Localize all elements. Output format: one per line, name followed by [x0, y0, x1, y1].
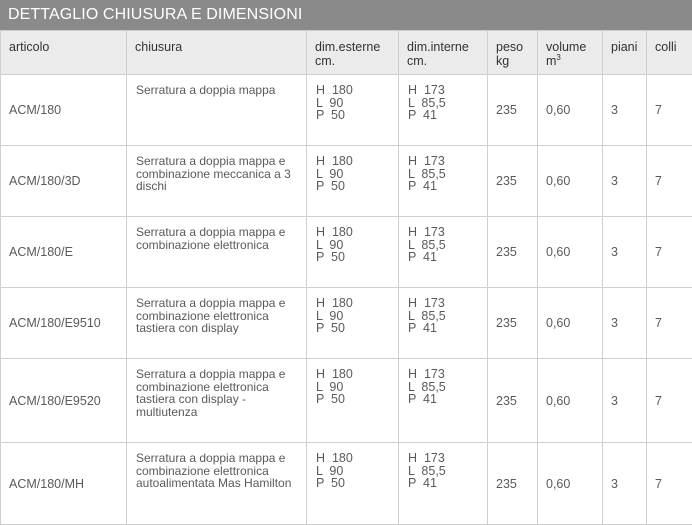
dim-interne-p: P 41 [408, 393, 483, 406]
dim-interne-p: P 41 [408, 477, 483, 490]
cell-volume: 0,60 [538, 75, 603, 146]
cell-articolo: ACM/180/E9510 [1, 288, 127, 359]
cell-volume: 0,60 [538, 288, 603, 359]
dim-interne-p: P 41 [408, 322, 483, 335]
cell-colli: 7 [647, 146, 692, 217]
header-colli-label: colli [655, 40, 677, 54]
cell-chiusura: Serratura a doppia mappa e combinazione meccanica a 3 dischi [127, 146, 307, 217]
cell-chiusura: Serratura a doppia mappa e combinazione elettronica tastiera con display - multiutenza [127, 359, 307, 443]
table-row [1, 288, 692, 359]
dim-interne-h: H 173 [408, 452, 483, 465]
cell-dim-esterne [307, 217, 399, 288]
header-dim-esterne [307, 31, 399, 75]
cell-chiusura: Serratura a doppia mappa e combinazione elettronica [127, 217, 307, 288]
dim-interne-l: L 85,5 [408, 381, 483, 394]
dim-esterne-h: H 180 [316, 452, 394, 465]
dim-esterne-p: P 50 [316, 393, 394, 406]
header-row [1, 31, 692, 75]
cell-chiusura: Serratura a doppia mappa e combinazione elettronica tastiera con display [127, 288, 307, 359]
table-row [1, 75, 692, 146]
dim-esterne-h: H 180 [316, 226, 394, 239]
dim-interne-h: H 173 [408, 368, 483, 381]
header-articolo-label: articolo [9, 40, 49, 54]
cell-piani: 3 [603, 217, 647, 288]
header-chiusura [127, 31, 307, 75]
cell-peso: 235 [488, 146, 538, 217]
cell-chiusura: Serratura a doppia mappa e combinazione elettronica autoalimentata Mas Hamilton [127, 443, 307, 525]
header-articolo [1, 31, 127, 75]
cell-dim-esterne [307, 359, 399, 443]
cell-dim-interne [399, 217, 488, 288]
dim-esterne-p: P 50 [316, 477, 394, 490]
dim-esterne-h: H 180 [316, 368, 394, 381]
dim-interne-h: H 173 [408, 84, 483, 97]
cell-peso: 235 [488, 288, 538, 359]
header-colli [647, 31, 692, 75]
cell-dim-esterne [307, 288, 399, 359]
dim-esterne-h: H 180 [316, 155, 394, 168]
dim-interne-h: H 173 [408, 226, 483, 239]
header-volume [538, 31, 603, 75]
header-piani [603, 31, 647, 75]
dim-interne-l: L 85,5 [408, 465, 483, 478]
cell-dim-interne [399, 443, 488, 525]
cell-piani: 3 [603, 359, 647, 443]
dim-esterne-p: P 50 [316, 109, 394, 122]
cell-dim-interne [399, 146, 488, 217]
dim-esterne-h: H 180 [316, 84, 394, 97]
cell-piani: 3 [603, 443, 647, 525]
table-row [1, 443, 692, 525]
dim-esterne-h: H 180 [316, 297, 394, 310]
dim-interne-p: P 41 [408, 109, 483, 122]
cell-dim-esterne [307, 146, 399, 217]
cell-colli: 7 [647, 359, 692, 443]
table-row [1, 359, 692, 443]
cell-colli: 7 [647, 75, 692, 146]
dim-esterne-p: P 50 [316, 180, 394, 193]
cell-articolo: ACM/180/E [1, 217, 127, 288]
dim-interne-l: L 85,5 [408, 310, 483, 323]
dim-esterne-l: L 90 [316, 310, 394, 323]
dim-interne-p: P 41 [408, 251, 483, 264]
cell-peso: 235 [488, 443, 538, 525]
dim-esterne-l: L 90 [316, 97, 394, 110]
cell-dim-esterne [307, 75, 399, 146]
cell-articolo: ACM/180/MH [1, 443, 127, 525]
cell-colli: 7 [647, 443, 692, 525]
cell-peso: 235 [488, 217, 538, 288]
header-volume-exponent: 3 [556, 53, 560, 62]
dim-esterne-l: L 90 [316, 381, 394, 394]
cell-piani: 3 [603, 146, 647, 217]
header-volume-unit: m [546, 54, 556, 68]
header-dim-interne-label: dim.interne [407, 40, 469, 54]
dim-esterne-l: L 90 [316, 239, 394, 252]
dim-esterne-l: L 90 [316, 168, 394, 181]
section-title: DETTAGLIO CHIUSURA E DIMENSIONI [0, 0, 692, 30]
cell-colli: 7 [647, 288, 692, 359]
dim-interne-p: P 41 [408, 180, 483, 193]
table-row [1, 146, 692, 217]
cell-articolo: ACM/180/E9520 [1, 359, 127, 443]
header-piani-label: piani [611, 40, 637, 54]
table-row [1, 217, 692, 288]
header-peso-label: peso [496, 40, 523, 54]
dim-interne-l: L 85,5 [408, 168, 483, 181]
cell-colli: 7 [647, 217, 692, 288]
cell-peso: 235 [488, 75, 538, 146]
cell-dim-interne [399, 75, 488, 146]
dimensions-table [0, 30, 692, 525]
cell-dim-interne [399, 359, 488, 443]
header-dim-interne-unit: cm. [407, 54, 427, 68]
header-chiusura-label: chiusura [135, 40, 182, 54]
cell-articolo: ACM/180 [1, 75, 127, 146]
cell-piani: 3 [603, 288, 647, 359]
cell-dim-esterne [307, 443, 399, 525]
header-dim-esterne-unit: cm. [315, 54, 335, 68]
cell-peso: 235 [488, 359, 538, 443]
dim-esterne-p: P 50 [316, 251, 394, 264]
dim-interne-h: H 173 [408, 297, 483, 310]
cell-volume: 0,60 [538, 217, 603, 288]
cell-volume: 0,60 [538, 146, 603, 217]
cell-piani: 3 [603, 75, 647, 146]
dim-interne-h: H 173 [408, 155, 483, 168]
dim-esterne-l: L 90 [316, 465, 394, 478]
header-peso [488, 31, 538, 75]
header-dim-esterne-label: dim.esterne [315, 40, 380, 54]
header-dim-interne [399, 31, 488, 75]
dim-interne-l: L 85,5 [408, 97, 483, 110]
cell-volume: 0,60 [538, 443, 603, 525]
cell-dim-interne [399, 288, 488, 359]
dim-esterne-p: P 50 [316, 322, 394, 335]
cell-articolo: ACM/180/3D [1, 146, 127, 217]
header-peso-unit: kg [496, 54, 509, 68]
header-volume-label: volume [546, 40, 586, 54]
cell-volume: 0,60 [538, 359, 603, 443]
cell-chiusura: Serratura a doppia mappa [127, 75, 307, 146]
dim-interne-l: L 85,5 [408, 239, 483, 252]
